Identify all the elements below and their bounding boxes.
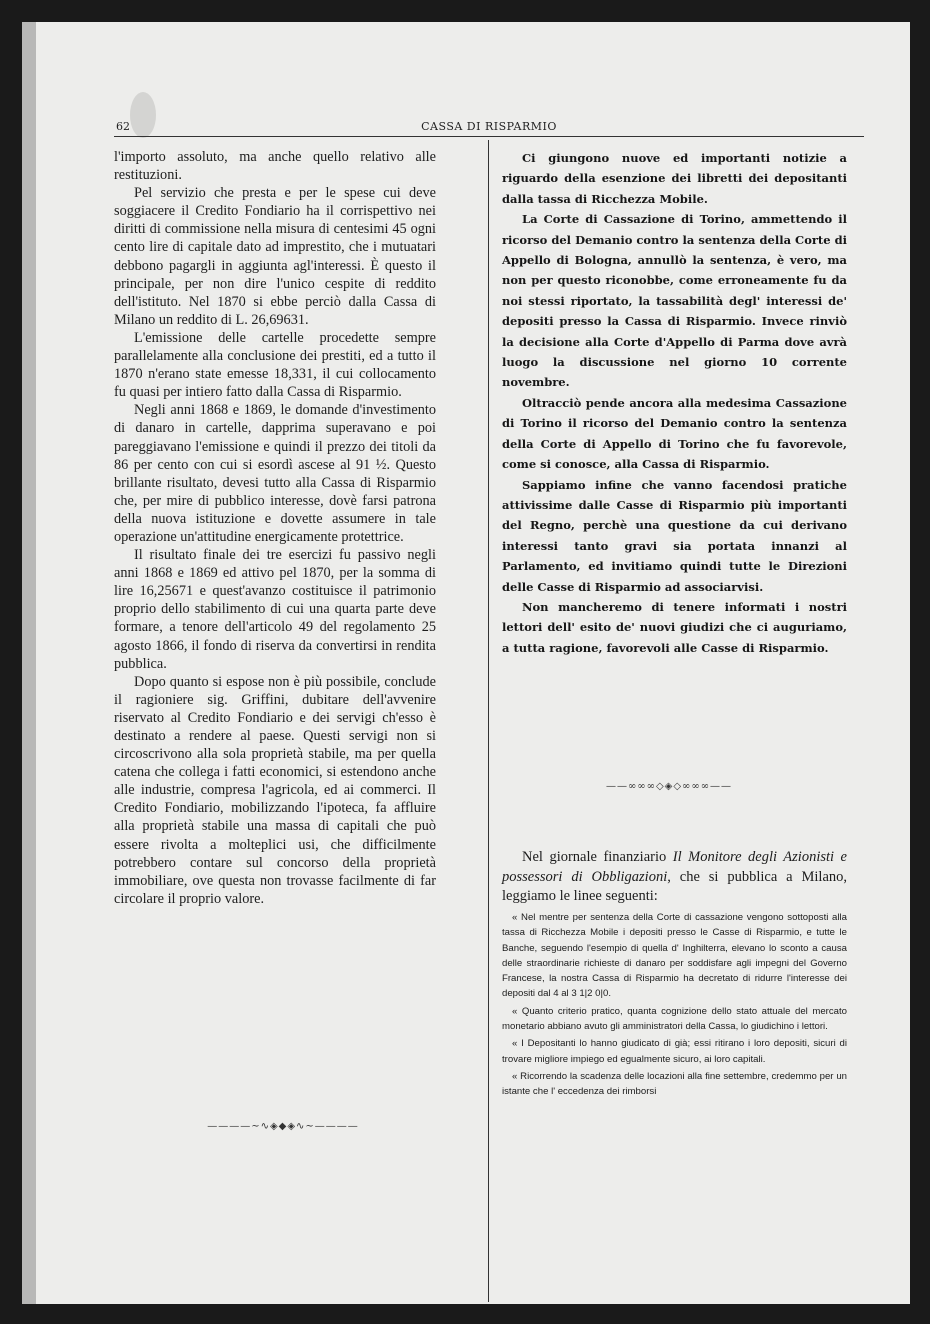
- paragraph: Negli anni 1868 e 1869, le domande d'investimento di danaro in cartelle, dapprima superavano e poi pareggiavano l'emissione e quindi il prezzo dei titoli da 86 per cento con cui si esordì ascese al 91 ½. Questo brillante risultato, devesi tutto alla Cassa di Risparmio che, per mire di pubblico interesse, dovè farsi patrona della nuova istituzione e dovette assumere in tale operazione un'attitudine energicamente protettrice.: [114, 402, 436, 545]
- quote-paragraph: « Nel mentre per sentenza della Corte di cassazione vengono sottoposti alla tassa di Ricchezza Mobile i depositi presso le Casse di Risparmio, e tutte le Banche, seguendo l'esempio di quella d' Inghilterra, elevano lo sconto a causa delle straordinarie richieste di danaro per soddisfare agli impegni del Governo Francese, la nostra Cassa di Risparmio ha decretato di ridurre l'interesse dei depositi dal 4 al 3 1|2 0|0.: [502, 912, 847, 1000]
- document-page: [22, 22, 910, 1304]
- column-divider: [488, 140, 489, 1302]
- intro-text: Nel giornale finanziario: [522, 849, 673, 865]
- bold-paragraph: Sappiamo infine che vanno facendosi pratiche attivissime dalle Casse di Risparmio più importanti del Regno, perchè una questione da cui derivano interessi tanto gravi sia portata innanzi al Parlamento, ed invitiamo quindi tutte le Direzioni delle Casse di Risparmio ad associarvisi.: [502, 477, 847, 594]
- bold-paragraph: La Corte di Cassazione di Torino, ammettendo il ricorso del Demanio contro la sentenza della Corte di Appello di Bologna, annullò la sentenza, è vero, ma non per questo riconobbe, come erroneamente fu da noi stessi riportato, la tassabilità degl' interessi de' depositi presso la Cassa di Risparmio. Invece rinviò la decisione alla Corte d'Appello di Parma dove avrà luogo la discussione nel giorno 10 corrente novembre.: [502, 212, 847, 390]
- bold-notice-column: [502, 148, 847, 658]
- decorative-rule: ——∞∞∞◇◈◇∞∞∞——: [605, 781, 733, 792]
- bold-paragraph: Oltracciò pende ancora alla medesima Cassazione di Torino il ricorso del Demanio contro la sentenza della Corte di Appello di Torino che fu favorevole, come si conosce, alla Cassa di Risparmio.: [502, 395, 847, 472]
- page-number: 62: [116, 120, 130, 133]
- paragraph: Il risultato finale dei tre esercizi fu passivo negli anni 1868 e 1869 ed attivo pel 1870, per la somma di lire 16,25671 e quest'avanzo costituisce il patrimonio proprio dello stabilimento di cui una quarta parte deve formare, a tenore dell'articolo 49 del regolamento 25 agosto 1866, il fondo di riserva da convertirsi in rendita pubblica.: [114, 547, 436, 672]
- left-column: [114, 148, 436, 908]
- journal-title: Il Monitore degli Azionisti e possessori di Obbligazioni: [502, 849, 847, 885]
- running-header: [114, 118, 864, 137]
- decorative-rule: ————∼∿◈◆◈∿∼————: [207, 1121, 359, 1132]
- paragraph: l'importo assoluto, ma anche quello relativo alle restituzioni.: [114, 149, 436, 184]
- quoted-excerpt: [502, 910, 847, 1102]
- quote-paragraph: « Quanto criterio pratico, quanta cognizione dello stato attuale del mercato monetario abbiano avuto gli amministratori della Cassa, lo giudichino i lettori.: [502, 1005, 847, 1033]
- paragraph: Dopo quanto si espose non è più possibile, conclude il ragioniere sig. Griffini, dubitare dell'avvenire riservato al Credito Fondiario e dei servigi ch'esso è destinato a rendere al paese. Questi servigi non si circoscrivono alla sola proprietà stabile, ma per quella catena che collega i fatti economici, si estendono anche alle industrie, compresa l'agricola, ed ai commerci. Il Credito Fondiario, mobilizzando l'ipoteca, fa affluire alla proprietà stabile una massa di capitali che può essere rivolta a molteplici usi, che difficilmente potrebbero contare sul concorso della proprietà immobiliare, ove questa non trovasse facilmente di far circolare il proprio valore.: [114, 673, 436, 907]
- paragraph: L'emissione delle cartelle procedette sempre parallelamente alla conclusione dei prestiti, ed a tutto il 1870 n'erano state emesse 18,331, il cui collocamento fu quasi per intiero fatto dalla Cassa di Risparmio.: [114, 329, 436, 401]
- bold-paragraph: Non mancheremo di tenere informati i nostri lettori dell' esito de' nuovi giudizi che ci auguriamo, a tutta ragione, favorevoli alle Casse di Risparmio.: [502, 599, 847, 655]
- bold-paragraph: Ci giungono nuove ed importanti notizie a riguardo della esenzione dei libretti dei depositanti dalla tassa di Ricchezza Mobile.: [502, 151, 847, 206]
- scan-shadow: [22, 22, 36, 1304]
- header-title: CASSA DI RISPARMIO: [421, 120, 557, 133]
- intro-text: , che si pubblica a Milano, leggiamo le linee seguenti:: [502, 868, 848, 904]
- quote-paragraph: « Ricorrendo la scadenza delle locazioni alla fine settembre, credemmo per un istante che l' eccedenza dei rimborsi: [502, 1070, 847, 1098]
- paragraph: Pel servizio che presta e per le spese cui deve soggiacere il Credito Fondiario ha il corrispettivo nei diritti di commissione nella misura di centesimi 45 ogni cento lire di capitale dato ad imprestito, che i mutuatari debbono pagargli in aggiunta agl'interessi. È questo il principale, per non dire l'unico cespite di reddito dell'istituto. Nel 1870 si ebbe perciò dalla Cassa di Milano un reddito di L. 26,69631.: [114, 185, 436, 328]
- quote-introduction: [502, 848, 847, 907]
- quote-paragraph: « I Depositanti lo hanno giudicato di già; essi ritirano i loro depositi, sicuri di trovare migliore impiego ed egualmente sicuro, ai loro capitali.: [502, 1038, 847, 1065]
